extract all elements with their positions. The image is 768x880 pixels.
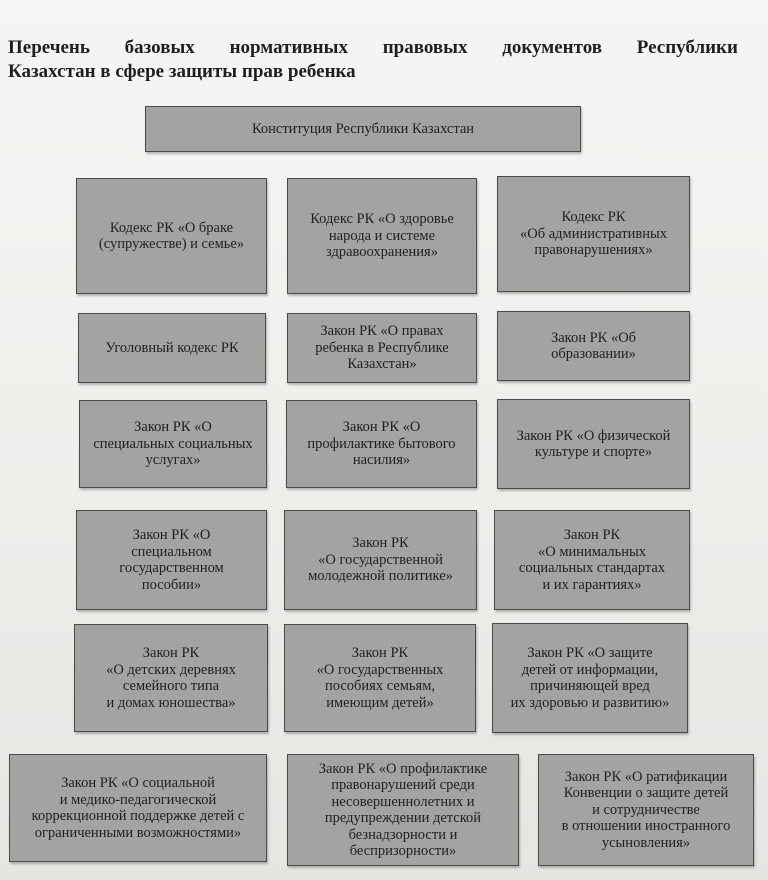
title-word: документов — [502, 37, 602, 58]
document-box-offense-prevention-law: Закон РК «О профилактике правонарушений среди несовершеннолетних и предупреждении детской безнадзорности и беспризорности» — [287, 754, 519, 866]
document-box-child-rights-law: Закон РК «О правах ребенка в Республике Казахстан» — [287, 313, 477, 383]
constitution-box: Конституция Республики Казахстан — [145, 106, 581, 152]
document-box-childrens-villages-law: Закон РК «О детских деревнях семейного типа и домах юношества» — [74, 624, 268, 732]
title-line-2: Казахстан в сфере защиты прав ребенка — [8, 61, 356, 82]
document-box-family-code: Кодекс РК «О браке (супружестве) и семье» — [76, 178, 267, 294]
document-box-adoption-convention-law: Закон РК «О ратификации Конвенции о защите детей и сотрудничестве в отношении иностранного усыновления» — [538, 754, 754, 866]
title-word: правовых — [382, 37, 468, 58]
document-box-health-code: Кодекс РК «О здоровье народа и системе здравоохранения» — [287, 178, 477, 294]
document-box-minimum-social-standards-law: Закон РК «О минимальных социальных стандартах и их гарантиях» — [494, 510, 690, 610]
page-title — [8, 36, 738, 84]
title-word: базовых — [124, 37, 195, 58]
document-box-education-law: Закон РК «Об образовании» — [497, 311, 690, 381]
document-box-information-protection-law: Закон РК «О защите детей от информации, причиняющей вред их здоровью и развитию» — [492, 623, 688, 733]
document-box-special-social-services-law: Закон РК «О специальных социальных услугах» — [79, 400, 267, 488]
document-box-criminal-code: Уголовный кодекс РК — [78, 313, 266, 383]
document-box-sports-law: Закон РК «О физической культуре и спорте» — [497, 399, 690, 489]
document-box-youth-policy-law: Закон РК «О государственной молодежной политике» — [284, 510, 477, 610]
title-word: Республики — [636, 37, 738, 58]
document-box-special-allowance-law: Закон РК «О специальном государственном пособии» — [76, 510, 267, 610]
title-word: Перечень — [8, 37, 90, 58]
title-word: нормативных — [229, 37, 348, 58]
document-box-administrative-code: Кодекс РК «Об административных правонарушениях» — [497, 176, 690, 292]
document-box-family-allowances-law: Закон РК «О государственных пособиях семьям, имеющим детей» — [284, 624, 476, 732]
document-box-correctional-support-law: Закон РК «О социальной и медико-педагогической коррекционной поддержке детей с ограниченными возможностями» — [9, 754, 267, 862]
document-box-domestic-violence-law: Закон РК «О профилактике бытового насилия» — [286, 400, 477, 488]
title-line-1 — [8, 36, 738, 60]
